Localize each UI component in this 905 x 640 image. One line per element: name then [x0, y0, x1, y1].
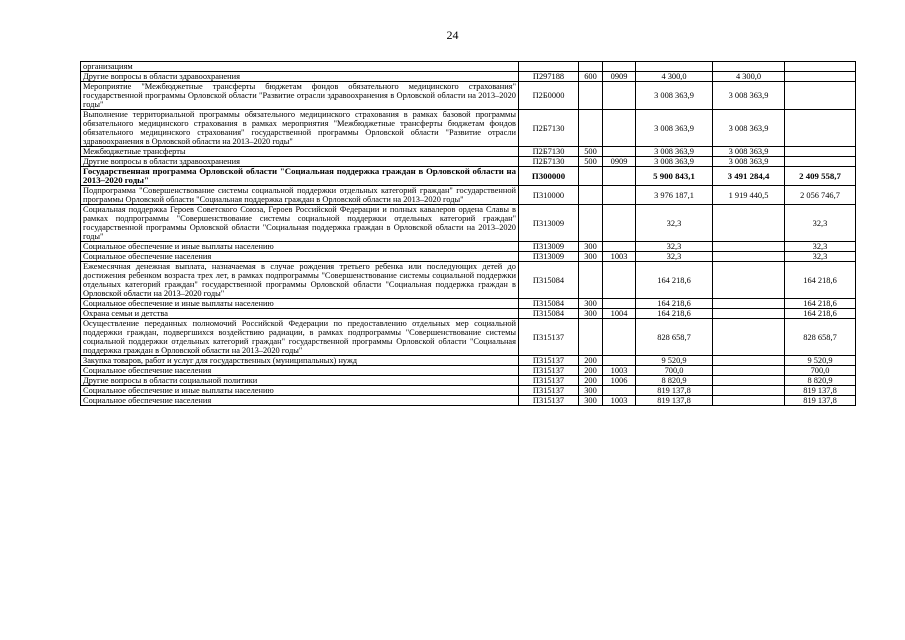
row-name-cell: Социальное обеспечение и иные выплаты населению: [81, 386, 519, 396]
row-expense-type-cell: 500: [579, 147, 603, 157]
row-regional-cell: 8 820,9: [785, 376, 856, 386]
row-code-cell: П315137: [519, 319, 579, 356]
row-federal-cell: [713, 262, 785, 299]
row-code-cell: П300000: [519, 167, 579, 186]
row-regional-cell: [785, 157, 856, 167]
row-section-cell: [603, 186, 636, 205]
row-name-cell: Социальное обеспечение населения: [81, 252, 519, 262]
row-total-cell: 3 008 363,9: [636, 157, 713, 167]
row-name-cell: Охрана семьи и детства: [81, 309, 519, 319]
table-row: [81, 376, 856, 386]
row-code-cell: П2Б0000: [519, 82, 579, 110]
table-row: [81, 242, 856, 252]
row-expense-type-cell: 300: [579, 252, 603, 262]
table-row: [81, 167, 856, 186]
row-regional-cell: [785, 72, 856, 82]
row-total-cell: 9 520,9: [636, 356, 713, 366]
row-name-cell: Ежемесячная денежная выплата, назначаемая в случае рождения третьего ребенка или последующих детей до достижения ребенком возраста трех лет, в рамках подпрограммы "Совершенствование системы социальной поддержки отдельных категорий граждан" государственной программы Орловской области "Социальная поддержка граждан в Орловской области на 2013–2020 годы": [81, 262, 519, 299]
row-total-cell: 32,3: [636, 205, 713, 242]
row-total-cell: 164 218,6: [636, 309, 713, 319]
row-total-cell: 3 976 187,1: [636, 186, 713, 205]
row-expense-type-cell: 500: [579, 157, 603, 167]
row-section-cell: [603, 167, 636, 186]
row-name-cell: Социальное обеспечение и иные выплаты населению: [81, 242, 519, 252]
row-expense-type-cell: [579, 62, 603, 72]
row-regional-cell: 32,3: [785, 242, 856, 252]
row-federal-cell: [713, 309, 785, 319]
table-row: [81, 205, 856, 242]
row-federal-cell: [713, 386, 785, 396]
row-name-cell: Социальная поддержка Героев Советского Союза, Героев Российской Федерации и полных кавалеров ордена Славы в рамках подпрограммы "Совершенствование системы социальной поддержки отдельных категорий граждан" государственной программы Орловской области "Социальная поддержка граждан в Орловской области на 2013–2020 годы": [81, 205, 519, 242]
row-code-cell: П315137: [519, 396, 579, 406]
table-row: [81, 62, 856, 72]
row-federal-cell: [713, 205, 785, 242]
row-regional-cell: 164 218,6: [785, 309, 856, 319]
row-name-cell: Другие вопросы в области здравоохранения: [81, 157, 519, 167]
row-total-cell: 3 008 363,9: [636, 147, 713, 157]
row-total-cell: 5 900 843,1: [636, 167, 713, 186]
row-regional-cell: 164 218,6: [785, 262, 856, 299]
row-regional-cell: 819 137,8: [785, 386, 856, 396]
row-regional-cell: 828 658,7: [785, 319, 856, 356]
row-federal-cell: 3 491 284,4: [713, 167, 785, 186]
row-total-cell: 164 218,6: [636, 262, 713, 299]
row-expense-type-cell: 300: [579, 396, 603, 406]
row-total-cell: 8 820,9: [636, 376, 713, 386]
row-code-cell: П313009: [519, 242, 579, 252]
row-code-cell: П2Б7130: [519, 157, 579, 167]
row-total-cell: 819 137,8: [636, 386, 713, 396]
row-federal-cell: [713, 356, 785, 366]
row-expense-type-cell: [579, 110, 603, 147]
row-section-cell: [603, 110, 636, 147]
row-section-cell: [603, 319, 636, 356]
row-code-cell: П315084: [519, 299, 579, 309]
row-name-cell: Другие вопросы в области социальной политики: [81, 376, 519, 386]
row-section-cell: [603, 205, 636, 242]
row-name-cell: Социальное обеспечение и иные выплаты населению: [81, 299, 519, 309]
table-row: [81, 157, 856, 167]
row-total-cell: 828 658,7: [636, 319, 713, 356]
row-expense-type-cell: [579, 262, 603, 299]
row-code-cell: П315084: [519, 309, 579, 319]
row-total-cell: 3 008 363,9: [636, 82, 713, 110]
row-total-cell: 700,0: [636, 366, 713, 376]
table-row: [81, 82, 856, 110]
row-total-cell: 164 218,6: [636, 299, 713, 309]
row-code-cell: П2Б7130: [519, 147, 579, 157]
row-expense-type-cell: [579, 205, 603, 242]
row-name-cell: Государственная программа Орловской области "Социальная поддержка граждан в Орловской области на 2013–2020 годы": [81, 167, 519, 186]
row-regional-cell: [785, 110, 856, 147]
row-name-cell: Мероприятие "Межбюджетные трансферты бюджетам фондов обязательного медицинского страхования" государственной программы Орловской области "Развитие отрасли здравоохранения в Орловской области на 2013–2020 годы": [81, 82, 519, 110]
row-code-cell: П315137: [519, 356, 579, 366]
table-row: [81, 110, 856, 147]
row-code-cell: [519, 62, 579, 72]
table-row: [81, 309, 856, 319]
row-name-cell: организациям: [81, 62, 519, 72]
table-row: [81, 386, 856, 396]
table-row: [81, 72, 856, 82]
row-section-cell: [603, 82, 636, 110]
budget-table: [80, 61, 856, 406]
row-code-cell: П315137: [519, 376, 579, 386]
row-code-cell: П315084: [519, 262, 579, 299]
row-name-cell: Выполнение территориальной программы обязательного медицинского страхования в рамках базовой программы обязательного медицинского страхования в рамках мероприятия "Межбюджетные трансферты бюджетам фондов обязательного медицинского страхования" государственной программы Орловской области "Развитие отрасли здравоохранения в Орловской области на 2013–2020 годы": [81, 110, 519, 147]
row-code-cell: П297188: [519, 72, 579, 82]
row-total-cell: [636, 62, 713, 72]
row-expense-type-cell: 600: [579, 72, 603, 82]
table-row: [81, 366, 856, 376]
row-federal-cell: 4 300,0: [713, 72, 785, 82]
row-federal-cell: [713, 319, 785, 356]
page-number: 24: [446, 28, 459, 42]
row-regional-cell: 9 520,9: [785, 356, 856, 366]
row-section-cell: 1003: [603, 396, 636, 406]
row-section-cell: [603, 299, 636, 309]
table-row: [81, 262, 856, 299]
row-expense-type-cell: 300: [579, 386, 603, 396]
table-row: [81, 356, 856, 366]
row-section-cell: [603, 62, 636, 72]
row-expense-type-cell: [579, 82, 603, 110]
row-name-cell: Подпрограмма "Совершенствование системы социальной поддержки отдельных категорий граждан" государственной программы Орловской области "Социальная поддержка граждан в Орловской области на 2013–2020 годы": [81, 186, 519, 205]
row-section-cell: 1006: [603, 376, 636, 386]
row-name-cell: Межбюджетные трансферты: [81, 147, 519, 157]
table-row: [81, 319, 856, 356]
row-code-cell: П2Б7130: [519, 110, 579, 147]
row-federal-cell: 3 008 363,9: [713, 157, 785, 167]
row-regional-cell: [785, 147, 856, 157]
row-regional-cell: [785, 62, 856, 72]
budget-table-body: [81, 62, 856, 406]
row-code-cell: П313009: [519, 205, 579, 242]
row-section-cell: [603, 262, 636, 299]
row-total-cell: 3 008 363,9: [636, 110, 713, 147]
row-federal-cell: [713, 366, 785, 376]
row-federal-cell: 3 008 363,9: [713, 110, 785, 147]
row-regional-cell: 164 218,6: [785, 299, 856, 309]
row-code-cell: П315137: [519, 386, 579, 396]
table-row: [81, 147, 856, 157]
row-regional-cell: 819 137,8: [785, 396, 856, 406]
row-name-cell: Другие вопросы в области здравоохранения: [81, 72, 519, 82]
row-regional-cell: 32,3: [785, 252, 856, 262]
row-expense-type-cell: 300: [579, 309, 603, 319]
row-total-cell: 819 137,8: [636, 396, 713, 406]
row-code-cell: П310000: [519, 186, 579, 205]
row-expense-type-cell: 200: [579, 376, 603, 386]
row-code-cell: П313009: [519, 252, 579, 262]
row-code-cell: П315137: [519, 366, 579, 376]
row-expense-type-cell: [579, 167, 603, 186]
row-section-cell: [603, 356, 636, 366]
row-federal-cell: [713, 376, 785, 386]
row-section-cell: [603, 242, 636, 252]
row-section-cell: 1004: [603, 309, 636, 319]
row-section-cell: 0909: [603, 72, 636, 82]
row-expense-type-cell: [579, 186, 603, 205]
row-name-cell: Социальное обеспечение населения: [81, 396, 519, 406]
row-federal-cell: 3 008 363,9: [713, 147, 785, 157]
row-federal-cell: [713, 62, 785, 72]
row-total-cell: 4 300,0: [636, 72, 713, 82]
row-regional-cell: 2 056 746,7: [785, 186, 856, 205]
row-section-cell: 1003: [603, 366, 636, 376]
row-total-cell: 32,3: [636, 242, 713, 252]
row-expense-type-cell: 200: [579, 366, 603, 376]
table-row: [81, 299, 856, 309]
row-name-cell: Социальное обеспечение населения: [81, 366, 519, 376]
row-federal-cell: [713, 299, 785, 309]
row-section-cell: [603, 147, 636, 157]
row-section-cell: 0909: [603, 157, 636, 167]
row-federal-cell: [713, 242, 785, 252]
row-federal-cell: [713, 252, 785, 262]
row-section-cell: 1003: [603, 252, 636, 262]
table-row: [81, 396, 856, 406]
row-name-cell: Закупка товаров, работ и услуг для государственных (муниципальных) нужд: [81, 356, 519, 366]
row-federal-cell: [713, 396, 785, 406]
row-regional-cell: 700,0: [785, 366, 856, 376]
row-total-cell: 32,3: [636, 252, 713, 262]
row-federal-cell: 3 008 363,9: [713, 82, 785, 110]
row-expense-type-cell: 300: [579, 242, 603, 252]
row-regional-cell: 2 409 558,7: [785, 167, 856, 186]
row-regional-cell: 32,3: [785, 205, 856, 242]
row-expense-type-cell: 200: [579, 356, 603, 366]
table-row: [81, 252, 856, 262]
row-expense-type-cell: [579, 319, 603, 356]
row-regional-cell: [785, 82, 856, 110]
row-federal-cell: 1 919 440,5: [713, 186, 785, 205]
row-section-cell: [603, 386, 636, 396]
row-expense-type-cell: 300: [579, 299, 603, 309]
table-row: [81, 186, 856, 205]
row-name-cell: Осуществление переданных полномочий Российской Федерации по предоставлению отдельных мер социальной поддержки граждан, подвергшихся воздействию радиации, в рамках подпрограммы "Совершенствование системы социальной поддержки отдельных категорий граждан" государственной программы Орловской области "Социальная поддержка граждан в Орловской области на 2013–2020 годы": [81, 319, 519, 356]
